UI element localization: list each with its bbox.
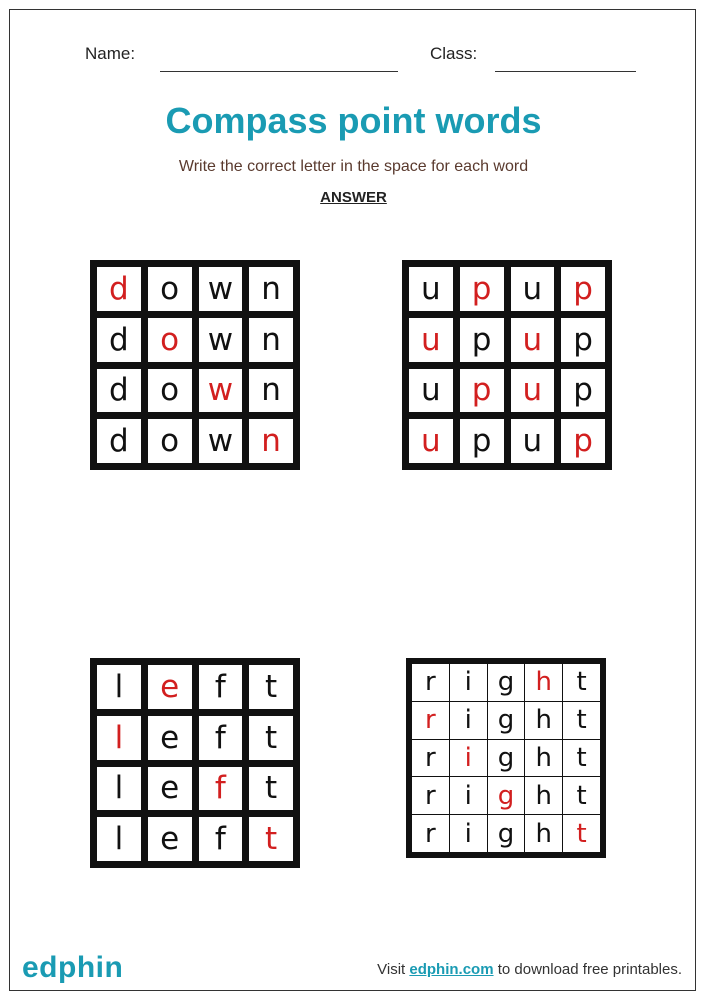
letter-cell: t xyxy=(563,815,600,852)
letter-cell: g xyxy=(488,702,525,739)
letter-cell: n xyxy=(249,267,293,311)
letter-cell: f xyxy=(199,817,243,861)
letter-cell: g xyxy=(488,815,525,852)
letter-cell: p xyxy=(561,419,605,463)
letter-cell: l xyxy=(97,767,141,811)
letter-cell: u xyxy=(409,369,453,413)
letter-cell: d xyxy=(97,369,141,413)
class-line xyxy=(495,71,636,72)
word-grid-down xyxy=(90,260,300,470)
letter-cell: p xyxy=(460,267,504,311)
letter-cell: l xyxy=(97,665,141,709)
letter-cell: h xyxy=(525,777,562,814)
footer-prefix: Visit xyxy=(377,961,410,978)
letter-cell: r xyxy=(412,664,449,701)
letter-cell: w xyxy=(199,267,243,311)
letter-cell: u xyxy=(409,318,453,362)
letter-cell: t xyxy=(563,777,600,814)
letter-cell: r xyxy=(412,777,449,814)
letter-cell: n xyxy=(249,419,293,463)
letter-cell: i xyxy=(450,815,487,852)
letter-cell: t xyxy=(563,664,600,701)
letter-cell: g xyxy=(488,777,525,814)
word-grid-up xyxy=(402,260,612,470)
letter-cell: w xyxy=(199,318,243,362)
letter-cell: i xyxy=(450,777,487,814)
letter-cell: h xyxy=(525,702,562,739)
page-title: Compass point words xyxy=(165,100,542,141)
letter-cell: u xyxy=(409,267,453,311)
answer-label: ANSWER xyxy=(320,189,387,206)
edphin-logo: edphin xyxy=(22,951,124,984)
letter-cell: i xyxy=(450,702,487,739)
letter-cell: e xyxy=(148,716,192,760)
letter-cell: w xyxy=(199,369,243,413)
letter-cell: t xyxy=(563,702,600,739)
letter-cell: u xyxy=(511,419,555,463)
letter-cell: t xyxy=(249,817,293,861)
footer-link[interactable]: edphin.com xyxy=(409,961,494,978)
letter-cell: r xyxy=(412,702,449,739)
letter-cell: h xyxy=(525,740,562,777)
letter-cell: i xyxy=(450,664,487,701)
footer-suffix: to download free printables. xyxy=(493,961,682,978)
letter-cell: d xyxy=(97,419,141,463)
letter-cell: t xyxy=(563,740,600,777)
letter-cell: p xyxy=(460,369,504,413)
letter-cell: h xyxy=(525,815,562,852)
letter-cell: o xyxy=(148,369,192,413)
letter-cell: u xyxy=(511,369,555,413)
letter-cell: f xyxy=(199,665,243,709)
letter-cell: e xyxy=(148,767,192,811)
letter-cell: p xyxy=(561,318,605,362)
letter-cell: o xyxy=(148,267,192,311)
letter-cell: n xyxy=(249,369,293,413)
letter-cell: t xyxy=(249,767,293,811)
name-line xyxy=(160,71,398,72)
letter-cell: l xyxy=(97,817,141,861)
letter-cell: r xyxy=(412,740,449,777)
letter-cell: i xyxy=(450,740,487,777)
letter-cell: e xyxy=(148,665,192,709)
letter-cell: e xyxy=(148,817,192,861)
letter-cell: h xyxy=(525,664,562,701)
letter-cell: w xyxy=(199,419,243,463)
letter-cell: p xyxy=(561,267,605,311)
letter-cell: f xyxy=(199,716,243,760)
letter-cell: g xyxy=(488,664,525,701)
letter-cell: n xyxy=(249,318,293,362)
letter-cell: g xyxy=(488,740,525,777)
word-grid-left xyxy=(90,658,300,868)
letter-cell: d xyxy=(97,318,141,362)
letter-cell: p xyxy=(460,318,504,362)
letter-cell: o xyxy=(148,419,192,463)
word-grid-right xyxy=(406,658,606,858)
letter-cell: p xyxy=(460,419,504,463)
letter-cell: d xyxy=(97,267,141,311)
footer-text xyxy=(377,961,682,978)
letter-cell: u xyxy=(511,267,555,311)
letter-cell: t xyxy=(249,716,293,760)
letter-cell: t xyxy=(249,665,293,709)
letter-cell: l xyxy=(97,716,141,760)
letter-cell: u xyxy=(511,318,555,362)
letter-cell: u xyxy=(409,419,453,463)
letter-cell: r xyxy=(412,815,449,852)
letter-cell: p xyxy=(561,369,605,413)
instruction-text: Write the correct letter in the space for each word xyxy=(178,158,529,175)
letter-cell: o xyxy=(148,318,192,362)
name-label: Name: xyxy=(85,44,136,63)
letter-cell: f xyxy=(199,767,243,811)
class-label: Class: xyxy=(430,44,478,63)
